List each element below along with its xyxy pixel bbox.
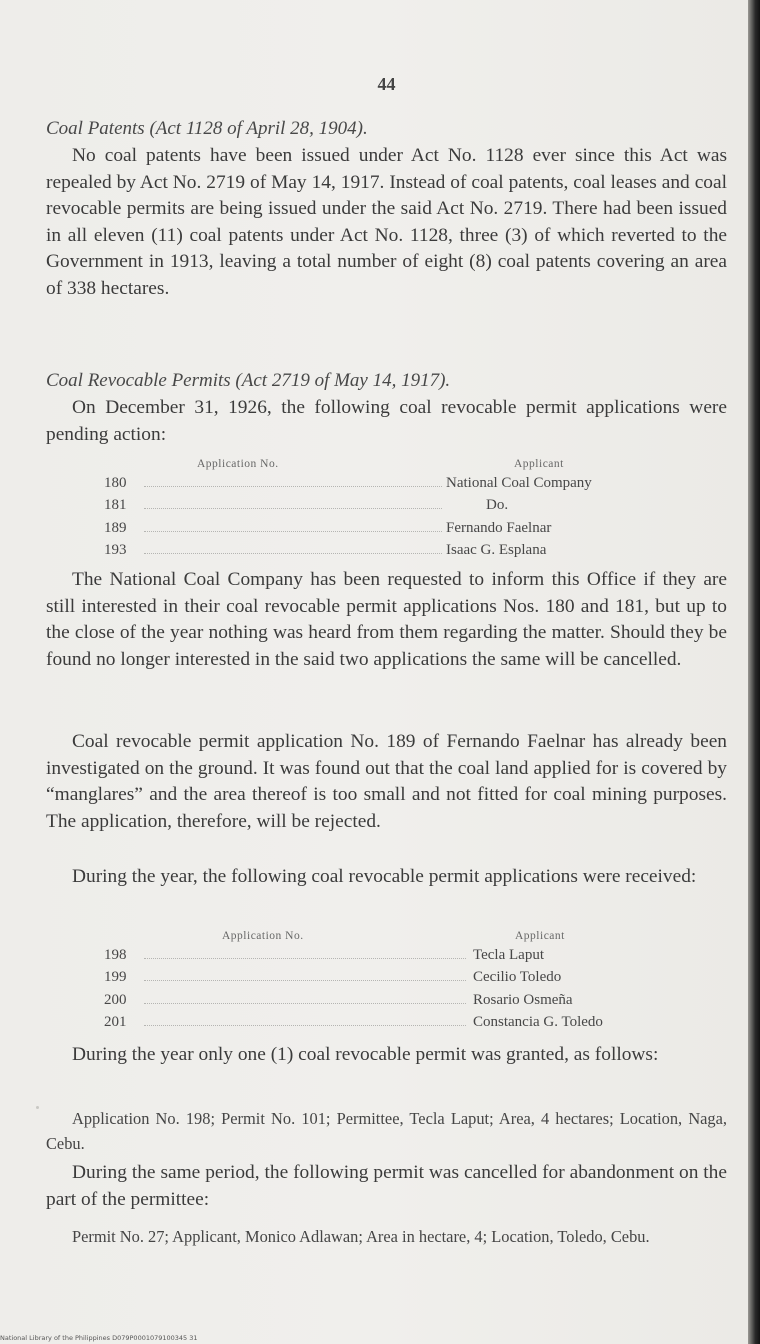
application-number: 199 — [104, 969, 127, 986]
table-row — [102, 966, 727, 988]
dot-leader — [144, 486, 442, 487]
dot-leader — [144, 958, 466, 959]
table-header — [102, 458, 727, 472]
table-row — [102, 1011, 727, 1033]
dot-leader — [144, 1003, 466, 1004]
table-row — [102, 472, 727, 494]
paper-speck — [36, 1106, 39, 1109]
paragraph-faelnar: Coal revocable permit application No. 189 of Fernando Faelnar has already been investigated on the ground. It was found out that the coal land applied for is covered by “manglares” and the area thereof is too small and not fitted for coal mining purposes. The application, therefore, will be rejected. — [46, 731, 727, 832]
table-row — [102, 517, 727, 539]
applicant-name: Rosario Osmeña — [473, 991, 573, 1008]
column-applicant: Applicant — [515, 930, 565, 942]
applicant-name: National Coal Company — [446, 475, 592, 491]
granted-permit-detail: Application No. 198; Permit No. 101; Permittee, Tecla Laput; Area, 4 hectares; Location, Naga, Cebu. — [46, 1109, 727, 1153]
applicant-name: Fernando Faelnar — [446, 519, 552, 536]
received-applications-table — [102, 930, 727, 1034]
table-row — [102, 989, 727, 1011]
paragraph-granted-intro: During the year only one (1) coal revocable permit was granted, as follows: — [72, 1044, 659, 1065]
dot-leader — [144, 508, 442, 509]
application-number: 181 — [104, 497, 127, 514]
paragraph-received-intro: During the year, the following coal revocable permit applications were received: — [72, 866, 697, 887]
scan-footer: National Library of the Philippines D079P0001079100345 31 — [0, 1334, 198, 1342]
application-number: 198 — [104, 947, 127, 963]
pending-applications-table — [102, 458, 727, 562]
heading-coal-patents: Coal Patents (Act 1128 of April 28, 1904). — [46, 118, 368, 139]
column-application-no: Application No. — [197, 458, 279, 470]
column-application-no: Application No. — [222, 930, 304, 942]
paragraph-coal-patents: No coal patents have been issued under Act No. 1128 ever since this Act was repealed by Act No. 2719 of May 14, 1917. Instead of coal patents, coal leases and coal revocable permits are being issued under the said Act No. 2719. There had been issued in all eleven (11) coal patents under Act No. 1128, three (3) of which reverted to the Government in 1913, leaving a total number of eight (8) coal patents covering an area of 338 hectares. — [46, 145, 727, 299]
application-number: 200 — [104, 991, 127, 1008]
application-number: 201 — [104, 1014, 127, 1031]
paragraph-national-coal: The National Coal Company has been requested to inform this Office if they are still interested in their coal revocable permit applications Nos. 180 and 181, but up to the close of the year nothing was heard from them regarding the matter. Should they be found no longer interested in the said two applications the same will be cancelled. — [46, 569, 727, 670]
applicant-name: Cecilio Toledo — [473, 969, 562, 986]
applicant-name: Isaac G. Esplana — [446, 542, 547, 559]
page-number: 44 — [377, 74, 396, 94]
dot-leader — [144, 1025, 466, 1026]
table-header — [102, 930, 727, 944]
column-applicant: Applicant — [514, 458, 564, 470]
heading-coal-revocable-permits: Coal Revocable Permits (Act 2719 of May 14, 1917). — [46, 370, 451, 391]
application-number: 180 — [104, 475, 127, 491]
table-row — [102, 539, 727, 561]
applicant-name: Do. — [486, 497, 509, 514]
paragraph-pending-intro: On December 31, 1926, the following coal revocable permit applications were pending action: — [46, 397, 727, 445]
applicant-name: Constancia G. Toledo — [473, 1014, 603, 1031]
paragraph-cancelled-intro: During the same period, the following permit was cancelled for abandonment on the part of the permittee: — [46, 1162, 727, 1210]
table-row — [102, 494, 727, 516]
page-gutter-shadow — [748, 0, 760, 1344]
dot-leader — [144, 531, 442, 532]
application-number: 189 — [104, 519, 127, 536]
table-row — [102, 944, 727, 966]
dot-leader — [144, 553, 442, 554]
cancelled-permit-detail: Permit No. 27; Applicant, Monico Adlawan; Area in hectare, 4; Location, Toledo, Cebu. — [72, 1227, 650, 1246]
dot-leader — [144, 980, 466, 981]
applicant-name: Tecla Laput — [473, 947, 544, 963]
application-number: 193 — [104, 542, 127, 559]
